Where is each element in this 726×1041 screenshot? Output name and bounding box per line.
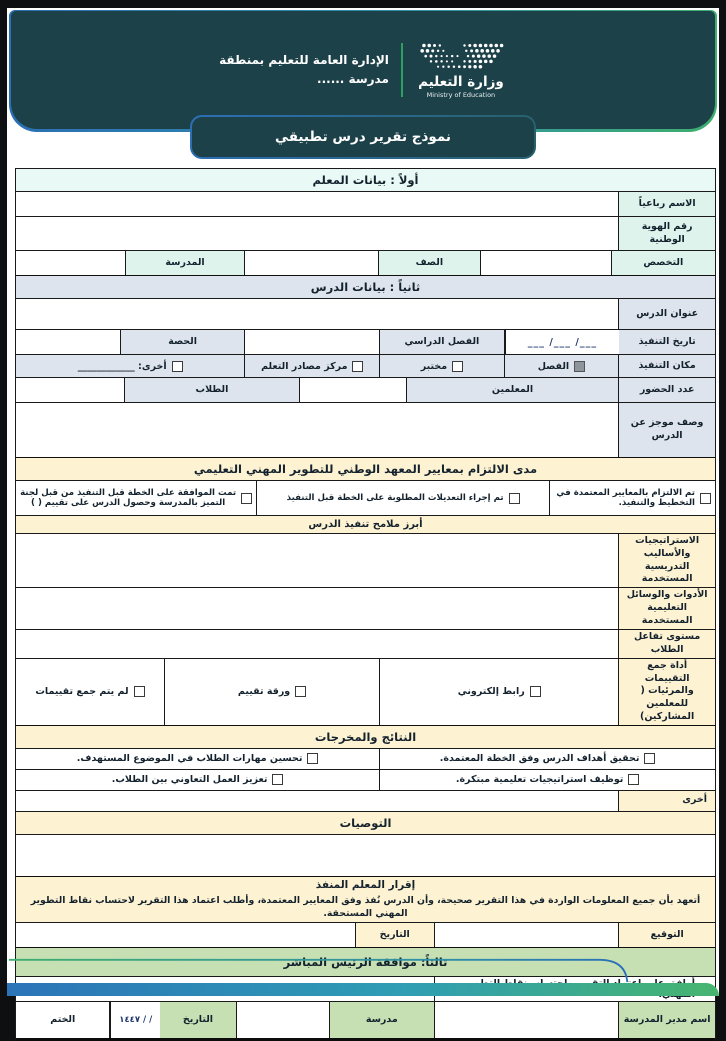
result-option-3[interactable]: [380, 770, 715, 790]
declaration-date-field[interactable]: [16, 923, 356, 947]
ministry-name-ar: وزارة التعليم: [418, 73, 504, 90]
checkbox-lab[interactable]: [452, 361, 463, 372]
specialty-field[interactable]: [481, 251, 612, 275]
lesson-title-label: عنوان الدرس: [619, 299, 715, 329]
checkbox-eval-link[interactable]: [530, 686, 541, 697]
location-label: مكان التنفيذ: [619, 355, 715, 377]
form-title: نموذج تقرير درس تطبيقي: [192, 117, 534, 157]
teachers-count-field[interactable]: [300, 378, 407, 402]
declaration-block: [16, 877, 715, 923]
principal-name-label: اسم مدير المدرسة: [619, 1002, 715, 1038]
checkbox-compliance-2[interactable]: [509, 493, 520, 504]
evaluation-option-label: لم يتم جمع تقييمات: [35, 686, 129, 698]
specialty-label: التخصص: [612, 251, 715, 275]
checkbox-eval-paper[interactable]: [295, 686, 306, 697]
approval-title: ثالثاً: موافقة الرئيس المباشر: [16, 948, 715, 976]
grade-label: الصف: [379, 251, 481, 275]
results-other-label: أخرى: [619, 791, 715, 811]
declaration-date-label: التاريخ: [356, 923, 435, 947]
attendance-label: عدد الحضور: [619, 378, 715, 402]
grade-field[interactable]: [245, 251, 379, 275]
interaction-field[interactable]: [16, 630, 619, 658]
national-id-boxes: [16, 217, 619, 250]
approval-date-field[interactable]: ١٤٤٧ / /: [110, 1002, 160, 1038]
name-field[interactable]: [16, 192, 619, 216]
result-option-label: تحقيق أهداف الدرس وفق الخطة المعتمدة.: [439, 753, 640, 765]
location-option-label: مختبر: [420, 360, 448, 372]
report-form: [15, 168, 716, 1041]
declaration-title: إقرار المعلم المنفذ: [315, 878, 416, 891]
evaluation-option-link[interactable]: [380, 659, 619, 725]
evaluation-option-label: رابط إلكتروني: [457, 686, 525, 698]
evaluation-option-label: ورقة تقييم: [237, 686, 291, 698]
students-count-field[interactable]: [16, 378, 125, 402]
org-line2: مدرسة ......: [317, 72, 389, 86]
compliance-option-3[interactable]: [16, 481, 257, 515]
compliance-option-label: تم الالتزام بالمعايير المعتمدة في التخطيط والتنفيذ.: [556, 488, 695, 508]
description-field[interactable]: [16, 403, 619, 457]
section2-title: ثانياً : بيانات الدرس: [16, 276, 715, 298]
approval-date-label: التاريخ: [160, 1002, 237, 1038]
principal-name-field[interactable]: [435, 1002, 620, 1038]
footer-gradient-band: [7, 983, 719, 996]
checkbox-classroom[interactable]: [574, 361, 585, 372]
results-other-field[interactable]: [16, 791, 619, 811]
signature-field[interactable]: [435, 923, 620, 947]
national-id-label: رقم الهوية الوطنية: [619, 217, 715, 250]
compliance-option-label: تم إجراء التعديلات المطلوبة على الخطة قبل التنفيذ: [286, 493, 504, 503]
result-option-2[interactable]: [16, 749, 380, 769]
evaluation-option-none[interactable]: [16, 659, 165, 725]
ministry-logo: [415, 42, 507, 99]
tools-label: الأدوات والوسائل التعليمية المستخدمة: [619, 588, 715, 628]
recommendations-field[interactable]: [16, 835, 715, 876]
name-label: الاسم رباعياً: [619, 192, 715, 216]
location-option-label: أخرى: ____________: [77, 360, 167, 372]
students-label: الطلاب: [125, 378, 300, 402]
checkbox-eval-none[interactable]: [134, 686, 145, 697]
signature-label: التوقيع: [619, 923, 715, 947]
location-option-label: مركز مصادر التعلم: [261, 360, 348, 372]
period-field[interactable]: [16, 330, 121, 354]
checkbox-result-3[interactable]: [628, 774, 639, 785]
location-option-classroom[interactable]: [505, 355, 620, 377]
declaration-body: أتعهد بأن جميع المعلومات الواردة في هذا التقرير صحيحة، وأن الدرس نُفذ وفق المعايير المعتمدة، وأطلب اعتماد هذا التقرير لاحتساب نقاط التطوير المهني المستحقة.: [30, 894, 701, 920]
evaluation-label: أداة جمع التقييمات والمرئيات ( للمعلمين المشاركين): [619, 659, 715, 725]
approval-school-label: مدرسة: [330, 1002, 435, 1038]
results-title: النتائج والمخرجات: [16, 726, 715, 748]
compliance-title: مدى الالتزام بمعايير المعهد الوطني للتطوير المهني التعليمي: [16, 458, 715, 480]
description-label: وصف موجز عن الدرس: [619, 403, 715, 457]
form-page: [7, 8, 719, 1026]
checkbox-result-1[interactable]: [644, 753, 655, 764]
stamp-label: الختم: [16, 1002, 110, 1038]
checkbox-resource-center[interactable]: [352, 361, 363, 372]
features-title: أبرز ملامح تنفيذ الدرس: [16, 516, 715, 533]
result-option-label: توظيف استراتيجيات تعليمية مبتكرة.: [455, 774, 624, 786]
result-option-4[interactable]: [16, 770, 380, 790]
exec-date-field[interactable]: ___ /___ /___: [505, 330, 620, 354]
tools-field[interactable]: [16, 588, 619, 628]
org-line1: الإدارة العامة للتعليم بمنطقة: [219, 53, 389, 68]
form-title-badge: [190, 115, 536, 159]
semester-field[interactable]: [245, 330, 380, 354]
location-option-lab[interactable]: [380, 355, 504, 377]
strategies-label: الاستراتيجيات والأساليب التدريسية المستخدمة: [619, 534, 715, 587]
period-label: الحصة: [121, 330, 245, 354]
ministry-logo-dots: [415, 42, 507, 72]
result-option-label: تحسين مهارات الطلاب في الموضوع المستهدف.: [76, 753, 303, 765]
school-label: المدرسة: [126, 251, 246, 275]
recommendations-title: التوصيات: [16, 812, 715, 834]
location-option-other[interactable]: [16, 355, 245, 377]
interaction-label: مستوى تفاعل الطلاب: [619, 630, 715, 658]
compliance-option-1[interactable]: [550, 481, 715, 515]
approval-school-field[interactable]: [237, 1002, 330, 1038]
evaluation-option-paper[interactable]: [165, 659, 380, 725]
ministry-name-en: Ministry of Education: [426, 90, 496, 99]
result-option-1[interactable]: [380, 749, 715, 769]
strategies-field[interactable]: [16, 534, 619, 587]
location-option-resource-center[interactable]: [245, 355, 380, 377]
checkbox-result-2[interactable]: [307, 753, 318, 764]
teachers-label: المعلمين: [407, 378, 619, 402]
location-option-label: الفصل: [537, 360, 570, 372]
compliance-option-2[interactable]: [257, 481, 550, 515]
header-divider: [401, 43, 403, 97]
checkbox-result-4[interactable]: [272, 774, 283, 785]
school-field[interactable]: [16, 251, 126, 275]
semester-label: الفصل الدراسي: [380, 330, 504, 354]
compliance-option-label: تمت الموافقة على الخطة قبل التنفيذ من قبل لجنة التميز بالمدرسة وحصول الدرس على تقييم ( ): [20, 488, 237, 508]
org-text: [219, 51, 389, 88]
section1-title: أولاً : بيانات المعلم: [16, 169, 715, 191]
lesson-title-field[interactable]: [16, 299, 619, 329]
letterhead-band: [9, 10, 717, 132]
checkbox-other-location[interactable]: [172, 361, 183, 372]
checkbox-compliance-1[interactable]: [700, 493, 711, 504]
footer-curve-line: [7, 957, 666, 983]
exec-date-label: تاريخ التنفيذ: [619, 330, 715, 354]
checkbox-compliance-3[interactable]: [241, 493, 252, 504]
result-option-label: تعزيز العمل التعاوني بين الطلاب.: [111, 774, 268, 786]
